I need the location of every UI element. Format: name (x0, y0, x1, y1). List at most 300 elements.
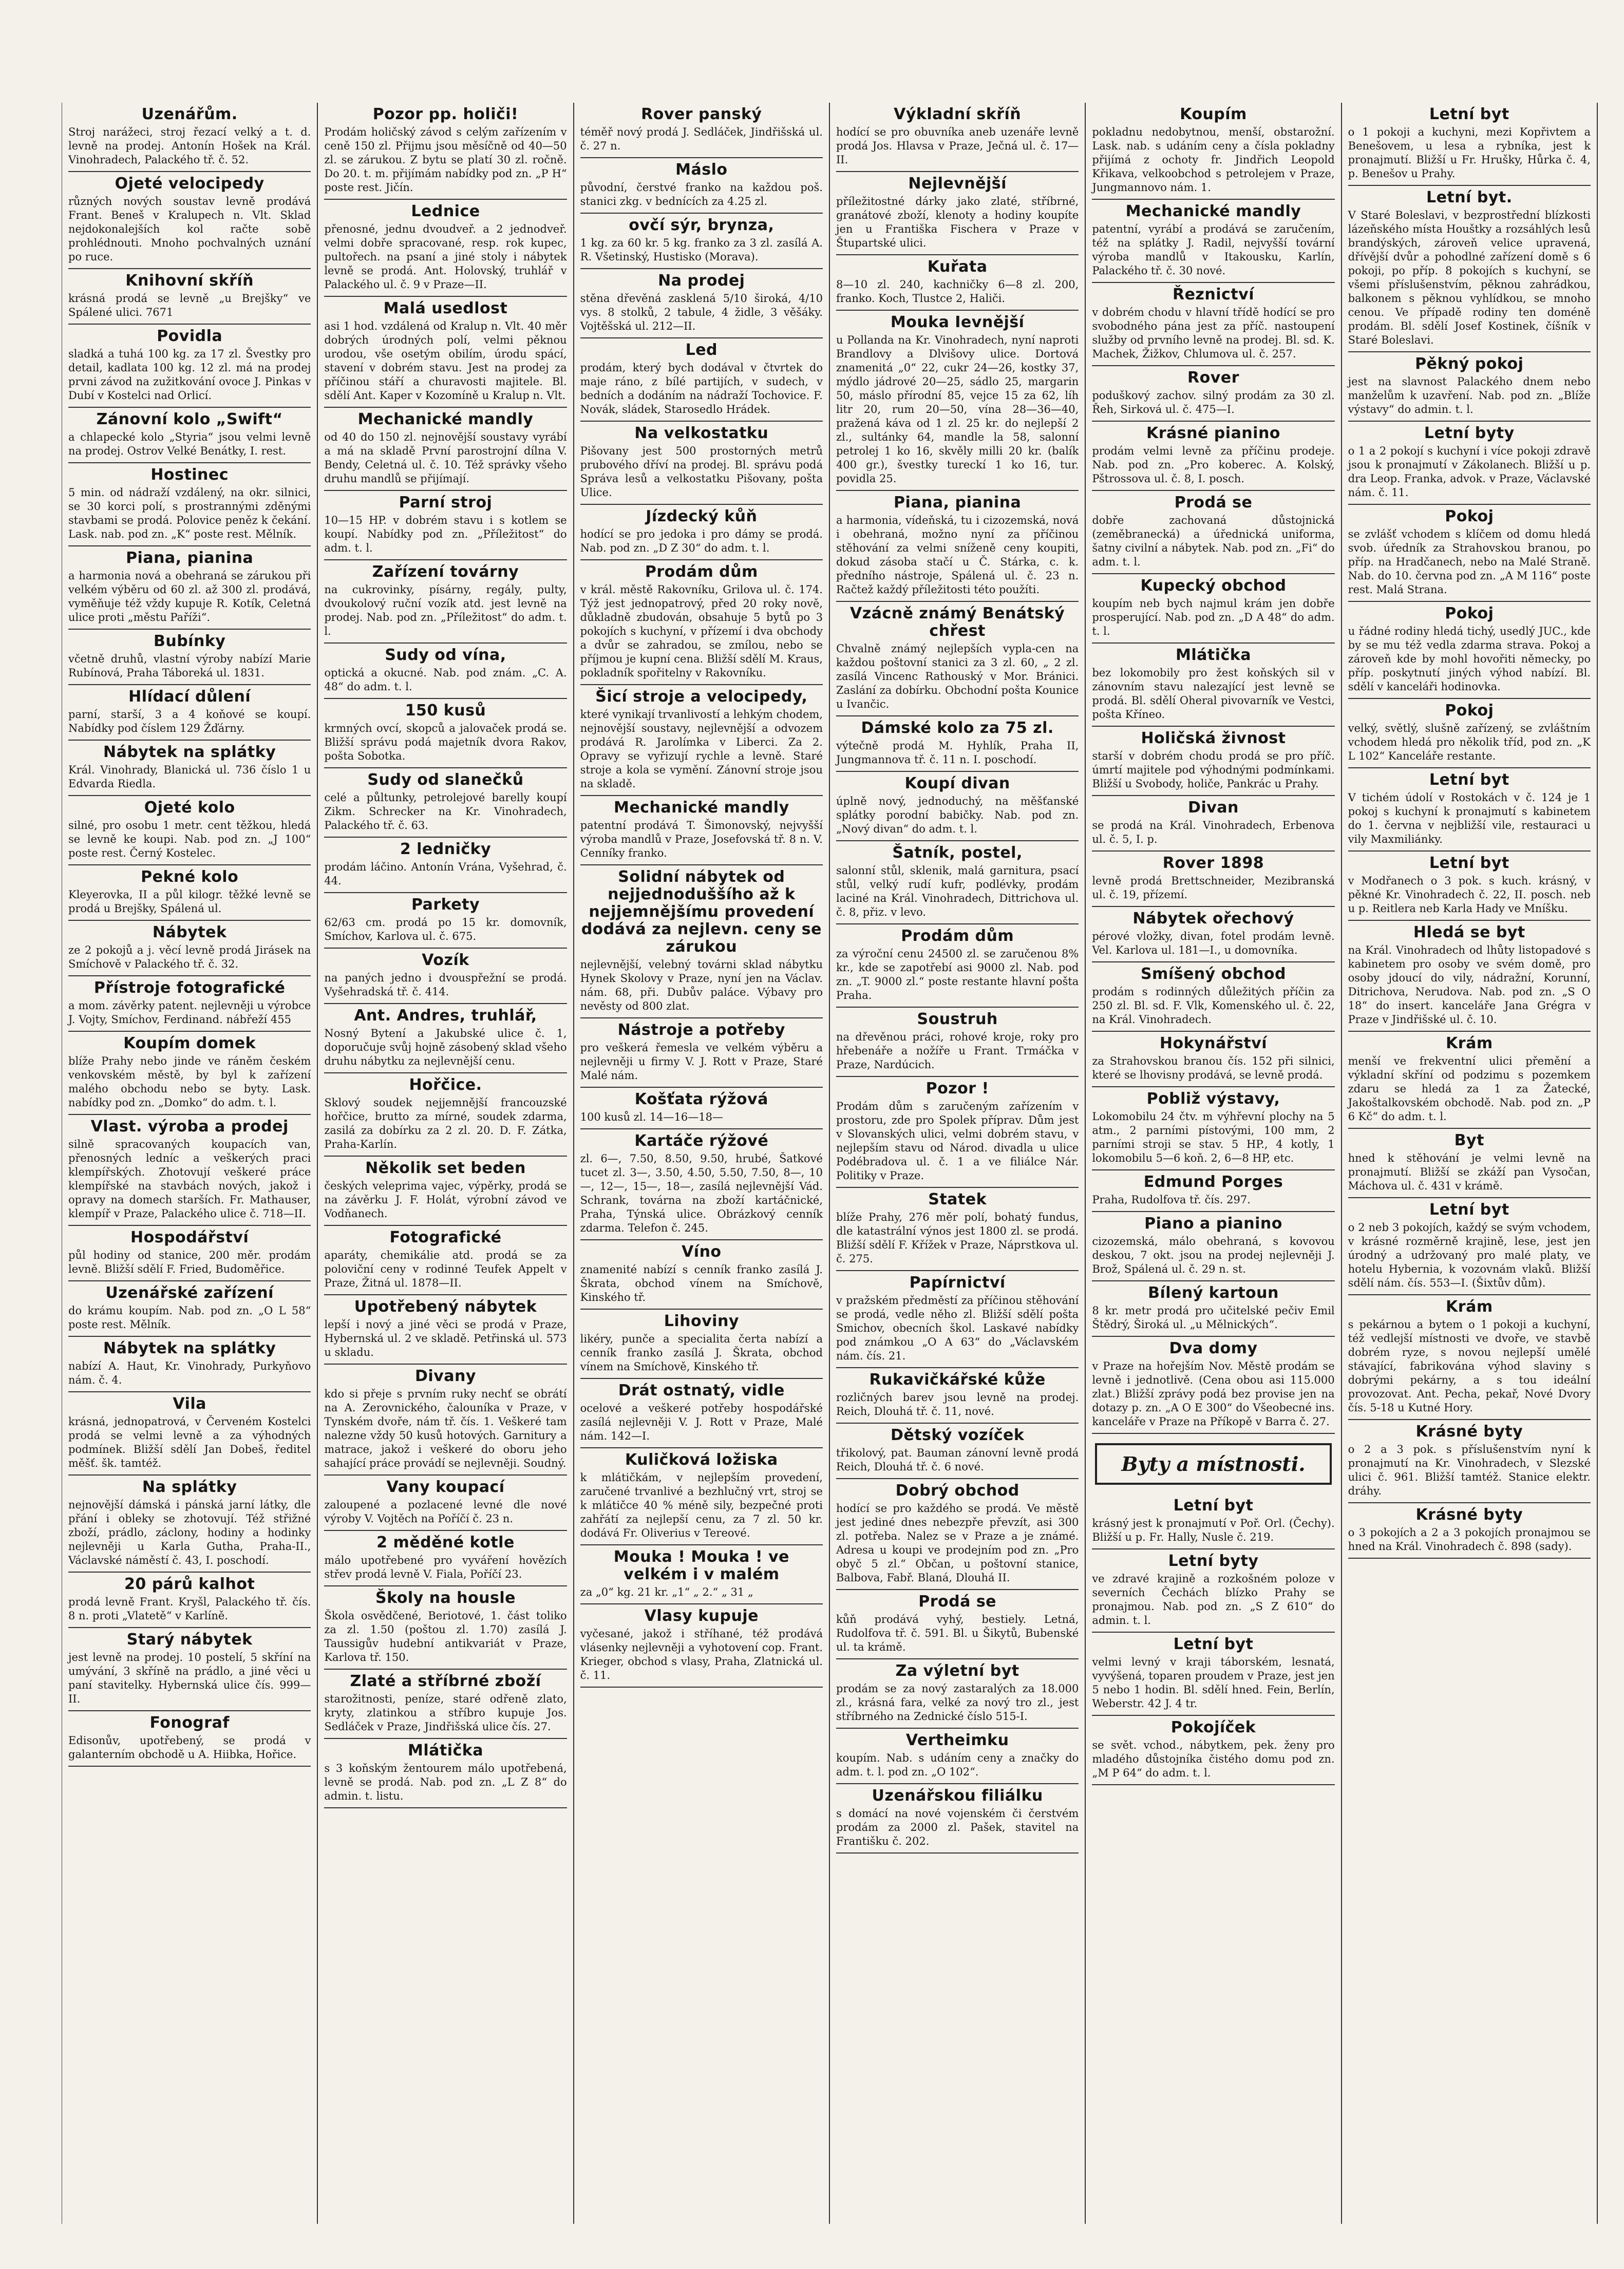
classified-ad (68, 865, 311, 921)
ad-title: Pozor ! (926, 1080, 989, 1098)
ad-title: Rover (1187, 369, 1239, 387)
ad-title: Kuličková ložiska (625, 1451, 778, 1469)
ad-title: Lednice (411, 202, 480, 220)
classified-ad (68, 741, 311, 796)
ad-title: Uzenářům. (141, 105, 238, 123)
ad-title: Šatník, postel, (892, 844, 1023, 862)
ad-text: se svět. vchod., nábytkem, pek. ženy pro mladého důstojníka čistého domu pod zn. „M P 64“ do adm. t. l. (1092, 1739, 1335, 1779)
ad-text: o 2 a 3 pok. s příslušenstvím nyní k pronajmutí na Kr. Vinohradech, v Slezské ulici č. 961. Bližší tamtéž. Stanice elektr. dráhy. (1348, 1443, 1591, 1497)
ad-title: 2 měděné kotle (376, 1534, 515, 1552)
ad-text: lepší i nový a jiné věci se prodá v Praze, Hybernská ul. 2 ve skladě. Petřinská ul. 573 u skladu. (324, 1318, 567, 1358)
classified-ad (1092, 1281, 1334, 1337)
classified-ad (1348, 1129, 1591, 1198)
ad-text: ze 2 pokojů a j. věcí levně prodá Jirásek na Smíchově v Palackého tř. č. 32. (68, 944, 311, 970)
ad-text: prodám velmi levně za příčinu prodeje. Nab. pod zn. „Pro koberec. A. Kolský, Pštrossova ul. č. 8, I. posch. (1092, 445, 1335, 485)
ad-title: Za výletní byt (895, 1662, 1019, 1680)
ad-text: aparáty, chemikálie atd. prodá se za poloviční ceny v rodinné Teufek Appelt v Praze, Žitná ul. 1878—II. (324, 1249, 567, 1289)
classified-ad (836, 1729, 1079, 1784)
ad-title: Rukavičkářské kůže (869, 1371, 1046, 1389)
ad-title: Kupecký obchod (1140, 577, 1287, 595)
ad-text: Nosný Bytení a Jakubské ulice č. 1, doporučuje svůj hojně zásobený sklad všeho druhu nábytku za nejlevnější cenu. (324, 1027, 567, 1067)
ad-title: Ant. Andres, truhlář, (354, 1007, 537, 1025)
ad-title: Mouka Ievnější (890, 313, 1025, 331)
classified-ad (1348, 422, 1591, 505)
classified-ad (1092, 366, 1334, 422)
classified-ad (836, 103, 1079, 172)
ad-title: Vlast. výroba a prodej (90, 1118, 289, 1136)
ad-text: na cukrovinky, písárny, regály, pulty, dvoukolový ruční vozík atd. jest levně na prodej. Nab. pod zn. „Příležitost“ do adm. t. l. (324, 583, 567, 637)
ad-title: Prodám dům (901, 927, 1014, 945)
ad-text: přenosné, jednu dvoudveř. a 2 jednodveř. velmi dobře spracované, resp. rok kupec, pultořech. na psaní a jiné stoly i nábytek levně se prodá. Ant. Holovský, truhlář v Palackého ul. č. 9 v Praze—II. (324, 223, 567, 291)
ad-title: Prodám dům (645, 563, 758, 581)
classified-ad (1092, 962, 1334, 1032)
classified-ad (1348, 103, 1591, 186)
ad-text: od 40 do 150 zl. nejnovější soustavy vyrábí a má na skladě První parostrojní dílna V. Bendy, Celetná ul. č. 10. Též správky všeho druhu mandlů se přijímají. (324, 431, 567, 485)
classified-ad (1348, 1198, 1591, 1295)
ad-title: Lihoviny (664, 1312, 739, 1330)
ad-title: Starý nábytek (126, 1631, 253, 1649)
ad-title: Letní byt (1429, 105, 1509, 123)
ad-title: Hospodářství (130, 1228, 249, 1246)
ad-title: Ojeté velocipedy (115, 175, 265, 193)
classified-ad (68, 630, 311, 685)
ad-title: Na splátky (142, 1478, 237, 1496)
ad-title: Sudy od slanečků (367, 771, 524, 789)
ad-text: rozličných barev jsou levně na prodej. Reich, Dlouhá tř. č. 11, nové. (836, 1391, 1079, 1417)
classified-ad (1092, 283, 1334, 366)
classified-ad (1348, 921, 1591, 1032)
classified-ad (324, 297, 566, 408)
ad-title: Vertheimku (905, 1731, 1009, 1749)
ad-text: do krámu koupím. Nab. pod zn. „O L 58“ poste rest. Mělník. (68, 1304, 311, 1331)
ad-title: Parní stroj (399, 494, 493, 512)
ad-title: Nábytek (152, 923, 227, 941)
ad-text: jest levně na prodej. 10 postelí, 5 skříní na umývání, 3 skříně na prádlo, a jiné věci u paní stavitelky. Hybernská ulice čís. 999—II. (68, 1651, 311, 1705)
classified-ad (580, 338, 823, 422)
ad-text: vyčesané, jakož i stříhané, též prodává vlásenky nejlevněji a vyhotovení cop. Frant. Krieger, obchod s vlasy, Praha, Zlatnická ul. č. 11. (580, 1628, 823, 1681)
ad-text: zl. 6—, 7.50, 8.50, 9.50, hrubé, Šatkové tucet zl. 3—, 3.50, 4.50, 5.50, 7.50, 8—, 10—, 12—, 15—, 18—, zasílá nejlevnější Vád. Schrank, továrna na zboží kartáčnické, Praha, Týnská ulice. Obrázkový cenník zdarma. Telefon č. 245. (580, 1152, 823, 1234)
ad-text: koupím. Nab. s udáním ceny a značky do adm. t. l. pod zn. „O 102“. (836, 1752, 1079, 1778)
ad-text: patentní, vyrábí a prodává se zaručením, též na splátky J. Radil, nejvyšší tovární výroba mandlů v Itakousku, Karlín, Palackého tř. č. 30 nové. (1092, 223, 1335, 277)
ad-text: V Staré Boleslavi, v bezprostřední blízkosti lázeňského místa Houštky a rozsáhlých lesů brandýských, zároveň velice upravená, dřívější dvůr a pohodlné zařízení domě s 6 pokoji, po příp. 8 pokojích s kuchyní, se všemi příslušenstvím, pěknou zahrádkou, balkonem s pěknou vyhlídkou, se mnoho cenou. Ve případě rodiny ten doméně prodám. Bl. sdělí Josef Kostinek, číšník v Staré Boleslavi. (1348, 209, 1591, 346)
ad-title: Uzenářskou filiálku (872, 1787, 1043, 1805)
ad-text: blíže Prahy, 276 měr polí, bohatý fundus, dle katastrální výnos jest 1800 zl. se prodá. Bližší sdělí F. Křížek v Praze, Náprstkova ul. č. 275. (836, 1211, 1079, 1265)
ad-title: Letní byt. (1426, 188, 1513, 206)
ad-text: o 1 a 2 pokojí s kuchyní i více pokoji zdravě jsou k pronajmutí v Zákolanech. Bližší u p. dra Leop. Franka, advok. v Praze, Václavské nám. č. 11. (1348, 445, 1591, 499)
classified-ad (1092, 422, 1334, 491)
classified-ad (324, 1226, 566, 1295)
ad-text: Sklový soudek nejjemnější francouzské hořčice, brutto za mírné, soudek zdarma, zasilá za dobírku za 2 zl. 20. D. F. Zátka, Praha-Karlín. (324, 1096, 567, 1150)
ad-text: o 3 pokojích a 2 a 3 pokojích pronajmou se hned na Král. Vinohradech č. 898 (sady). (1348, 1526, 1591, 1553)
ad-text: o 1 pokoji a kuchyni, mezi Kopřivtem a Benešovem, u lesa a rybníka, jest k pronajmutí. Bližší u Fr. Hrušky, Hůrka č. 4, p. Benešov u Prahy. (1348, 126, 1591, 180)
ad-title: Na prodej (658, 272, 745, 290)
classified-ad (68, 325, 311, 408)
classified-ad (580, 865, 823, 1018)
classified-ad (836, 1590, 1079, 1659)
ad-title: Letní byt (1429, 771, 1509, 789)
ad-text: stěna dřevěná zasklená 5/10 široká, 4/10 vys. 8 stolků, 2 tabule, 4 židle, 3 věšáky. Vojtěšská ul. 212—II. (580, 292, 823, 332)
ad-title: Letní byty (1168, 1552, 1259, 1570)
ad-text: velký, světlý, slušně zařízený, se zvláštním vchodem hledá pro několik tříd, pod zn. „K L 102“ Kanceláře restante. (1348, 722, 1591, 762)
ad-title: Pokoj (1445, 507, 1494, 525)
ad-title: Přístroje fotografické (93, 979, 286, 997)
classified-ad (580, 1240, 823, 1310)
ad-title: Mlátička (408, 1742, 483, 1760)
ad-text: Chvalně známý nejlepších vypla-cen na každou poštovní stanici za 3 zl. 60, „ 2 zl. zasílá Vincenc Rathouský v Mor. Bránici. Zaslání za dobírku. Obchodní pošta Kounice u Ivančic. (836, 642, 1079, 710)
ad-title: Bílený kartoun (1148, 1284, 1279, 1302)
classified-ad (580, 158, 823, 214)
classified-ad (836, 491, 1079, 602)
ad-text: Pišovany jest 500 prostorných metrů prubového dříví na prodej. Bl. správu podá Správa lesů a velkostatku Pišovany, pošta Ulice. (580, 445, 823, 499)
ad-title: Prodá se (1174, 494, 1253, 512)
classified-ad (1092, 727, 1334, 796)
ad-title: Soustruh (917, 1010, 998, 1028)
classified-ad (68, 463, 311, 546)
ad-title: Letní byt (1173, 1497, 1254, 1515)
ad-text: v Modřanech o 3 pok. s kuch. krásný, v pěkné Kr. Vinohradech č. 22, II. posch. neb u p. Reitlera neb Karla Hady ve Mníšku. (1348, 875, 1591, 915)
ad-text: pokladnu nedobytnou, menší, obstarožní. Lask. nab. s udáním ceny a čísla pokladny přijímá z ochoty fr. Jindřich Leopold Křikava, velkoobchod s petrolejem v Praze, Jungmannovo nám. 1. (1092, 126, 1335, 194)
classified-ad (324, 644, 566, 699)
ad-title: Solidní nábytek od nejjednoduššího až k nejjemnějšímu provedení dodává za nejlevn. ceny se zárukou (581, 868, 822, 956)
ad-title: Nástroje a potřeby (617, 1021, 785, 1039)
classified-ad (836, 1271, 1079, 1368)
ad-title: Dva domy (1169, 1339, 1258, 1357)
ad-title: Smíšený obchod (1140, 965, 1286, 983)
classified-ad (836, 255, 1079, 311)
classified-ad (68, 1392, 311, 1476)
ad-title: Kuřata (927, 258, 988, 276)
ad-text: u řádné rodiny hledá tichý, usedlý JUC., kde by se mu též vedla zdarma strava. Pokoj a zároveň kde by mohl hovořiti německy, po příp. poskytnutí jiných výhod nabízí. Bl. sdělí v kanceláři hodinovka. (1348, 625, 1591, 693)
classified-ad (68, 103, 311, 172)
classified-ad (1092, 1633, 1334, 1716)
ad-text: v král. městě Rakovníku, Grilova ul. č. 174. Týž jest jednopatrový, před 20 roky nově, důkladně zbudován, obsahuje 5 bytů po 3 pokojích s kuchyní, v přízemí i dva obchody a dvůr se zahradou, se zmílou, nebo se příjmou je kupní cena. Bližší sdělí M. Kraus, pokladník spořitelny v Rakovníku. (580, 583, 823, 679)
classified-ad (324, 200, 566, 297)
classified-ad (580, 1379, 823, 1448)
classified-ad (1348, 602, 1591, 699)
classified-ad (68, 1337, 311, 1392)
classified-ad (68, 1628, 311, 1711)
ad-text: v pražském předměstí za příčinou stěhování se prodá, vedle něho zl. Bližší sdělí pošta Smichov, obecních škol. Laskavé nabídky pod známkou „O A 63“ do „Václavském nám. čís. 21. (836, 1294, 1079, 1362)
ad-text: Edisonův, upotřebený, se prodá v galanterním obchodě u A. Hiibka, Hořice. (68, 1734, 311, 1761)
classified-ad (324, 838, 566, 893)
ad-title: Krám (1446, 1298, 1493, 1316)
ad-title: Upotřebený nábytek (354, 1298, 537, 1316)
ad-text: krásný jest k pronajmutí v Poř. Orl. (Čechy). Bližší u p. Fr. Hally, Nusle č. 219. (1092, 1517, 1335, 1543)
ad-title: Bubínky (153, 632, 226, 650)
ad-title: Kartáče rýžové (634, 1132, 769, 1150)
ad-title: Zařízení továrny (372, 563, 519, 581)
classified-ad (1348, 352, 1591, 422)
classified-ad (1092, 1087, 1334, 1170)
classified-ad (68, 1476, 311, 1573)
classified-ad (836, 311, 1079, 491)
ad-title: Mechanické mandly (357, 410, 534, 428)
ad-title: Krásné byty (1415, 1506, 1523, 1524)
ad-column-1 (62, 103, 318, 2224)
ad-title: Uzenářské zařízení (105, 1284, 274, 1302)
ad-text: téměř nový prodá J. Sedláček, Jindřišská ul. č. 27 n. (580, 126, 823, 152)
classified-ad (324, 1670, 566, 1739)
ad-column-3 (574, 103, 830, 2224)
classified-ad (1092, 644, 1334, 727)
ad-title: Edmund Porges (1143, 1173, 1283, 1191)
ad-title: 20 párů kalhot (124, 1575, 255, 1593)
classified-ad (1348, 852, 1591, 921)
classified-ad (1092, 103, 1334, 200)
classified-ad (1348, 768, 1591, 852)
section-heading: Byty a místnosti. (1095, 1443, 1331, 1485)
classified-ad (1092, 200, 1334, 283)
ad-title: Vzácně známý Benátský chřest (850, 604, 1065, 640)
ad-title: Mechanické mandly (1125, 202, 1301, 220)
ad-text: třikolový, pat. Bauman zánovní levně prodá Reich, Dlouhá tř. č. 6 nové. (836, 1447, 1079, 1473)
ad-text: prodám láčino. Antonín Vrána, Vyšehrad, č. 44. (324, 861, 567, 887)
ad-text: Stroj narážeci, stroj řezací velký a t. d. levně na prodej. Antonín Hošek na Král. Vinohradech, Palackého tř. č. 52. (68, 126, 311, 166)
ad-title: Hlídací důlení (128, 688, 251, 706)
classified-ad (324, 768, 566, 838)
classified-ad (836, 841, 1079, 924)
ad-title: Výkladní skříň (894, 105, 1022, 123)
ad-text: optická a okucné. Nab. pod znám. „C. A. 48“ do adm. t. l. (324, 667, 567, 693)
ad-title: Zánovní kolo „Swift“ (96, 410, 283, 428)
ad-title: Statek (928, 1190, 987, 1208)
ad-title: Hostinec (150, 466, 229, 484)
ad-text: českých veleprima vajec, výpěrky, prodá se na závěrku J. F. Holát, výrobní závod ve Vodňanech. (324, 1180, 567, 1220)
ad-text: pro veškerá řemesla ve velkém výběru a nejlevněji u firmy V. J. Rott v Praze, Staré Malé nám. (580, 1042, 823, 1082)
ad-title: Vlasy kupuje (644, 1607, 759, 1625)
classified-ad (580, 796, 823, 865)
ad-text: málo upotřebené pro vyváření hovězích střev prodá levně V. Fiala, Poříčí 23. (324, 1554, 567, 1580)
classified-ad (1348, 1032, 1591, 1129)
ad-text: asi 1 hod. vzdálená od Kralup n. Vlt. 40 měr dobrých úrodných polí, velmi pěknou urodou, vše osetým obilím, úrodu spácí, stavení v dobrém stavu. Jest na prodej za příčinou stáří a churavosti majitele. Bl. sdělí Ant. Kaper v Kozomíně u Kralup n. Vlt. (324, 320, 567, 402)
ad-title: Nejlevnější (908, 175, 1007, 193)
ad-text: nejlevnější, velebný továrni sklad nábytku Hynek Skolovy v Praze, nyní jen na Václav. nám. 68, při. Dubův paláce. Výbavy pro nevěsty od 800 zlat. (580, 958, 823, 1012)
ad-title: Školy na housle (375, 1589, 516, 1607)
ad-title: Šicí stroje a velocipedy, (595, 688, 808, 706)
classified-ad (324, 1476, 566, 1531)
classified-ad (324, 1531, 566, 1586)
ad-text: 10—15 HP. v dobrém stavu i s kotlem se koupí. Nabídky pod zn. „Příležitost“ do adm. t. l. (324, 514, 567, 554)
ad-title: Jízdecký kůň (646, 507, 758, 525)
ad-title: Mechanické mandly (614, 799, 789, 817)
classified-ad (580, 685, 823, 796)
ad-title: Divany (415, 1367, 476, 1385)
classified-ad (1348, 505, 1591, 602)
newspaper-page (62, 103, 1598, 2224)
ad-title: Košťata rýžová (634, 1090, 768, 1108)
classified-ad (580, 1604, 823, 1688)
ad-text: bez lokomobily pro žest koňských sil v zánovním stavu nalezající jest levně se prodá. Bl. sdělí Oheral pivovarník ve Vestci, pošta Kříneo. (1092, 667, 1335, 721)
ad-text: s domácí na nové vojenském či čerstvém prodám za 2000 zl. Pašek, stavitel na Františku č. 202. (836, 1807, 1079, 1847)
ad-text: hodící se pro obuvníka aneb uzenáře levně prodá Jos. Hlavsa v Praze, Ječná ul. č. 17—II. (836, 126, 1079, 166)
ad-text: za Strahovskou branou čís. 152 při silnici, které se lhovisny prodává, se levně prodá. (1092, 1055, 1335, 1081)
ad-title: Parkety (411, 896, 480, 914)
ad-text: menší ve frekventní ulici přemění a výkladní skříní od podzimu s pozemkem zdaru se hledá za 1 za Žatecké, Jakoštalkovském obchodě. Nab. pod zn. „P 6 Kč“ do adm. t. l. (1348, 1055, 1591, 1123)
ad-text: na dřevěnou práci, rohové kroje, roky pro hřebenáře a nožíře u Frant. Trmáčka v Praze, Nardúcich. (836, 1031, 1079, 1071)
ad-title: Na velkostatku (634, 424, 769, 442)
ad-title: Piana, pianina (126, 549, 254, 567)
ad-text: silné, pro osobu 1 metr. cent těžkou, hledá se levně ke koupi. Nab. pod zn. „J 100“ poste rest. Černý Kostelec. (68, 819, 311, 859)
ad-text: zaloupené a pozlacené levné dle nové výroby V. Vojtěch na Poříčí č. 23 n. (324, 1499, 567, 1525)
classified-ad (324, 1004, 566, 1073)
classified-ad (1092, 1549, 1334, 1633)
ad-column-4 (830, 103, 1086, 2224)
classified-ad (68, 172, 311, 269)
ad-text: 62/63 cm. prodá po 15 kr. domovník, Smíchov, Karlova ul. č. 675. (324, 916, 567, 942)
ad-text: sladká a tuhá 100 kg. za 17 zl. Švestky pro detail, kadlata 100 kg. 12 zl. má na prodej prvni závod na zužitkování ovoce J. Pinkas v Dubí v Kostelci nad Orlicí. (68, 348, 311, 402)
classified-ad (836, 924, 1079, 1008)
classified-ad (580, 1448, 823, 1545)
ad-text: parní, starší, 3 a 4 koňové se koupí. Nabídky pod číslem 129 Žďárny. (68, 708, 311, 734)
classified-ad (836, 1368, 1079, 1424)
ad-text: výtečně prodá M. Hyhlík, Praha II, Jungmannova tř. č. 11 n. I. poschodí. (836, 740, 1079, 766)
classified-ad (1348, 1295, 1591, 1420)
classified-ad (1092, 1716, 1334, 1785)
classified-ad (580, 1129, 823, 1240)
classified-ad (324, 560, 566, 644)
classified-ad (68, 685, 311, 741)
classified-ad (580, 1310, 823, 1379)
classified-ad (324, 1295, 566, 1365)
classified-ad (1348, 699, 1591, 768)
classified-ad (68, 408, 311, 463)
classified-ad (324, 1073, 566, 1157)
classified-ad (324, 1739, 566, 1808)
ad-title: Pokoj (1445, 702, 1494, 720)
classified-ad (68, 546, 311, 630)
ad-title: Hokynářství (1159, 1034, 1268, 1052)
ad-text: o 2 neb 3 pokojích, každý se svým vchodem, v krásné rozměrně krajině, lese, jest jen úrodný a udržovaný pro malé platy, ve hotelu Hybernia, k vozovnám vlaků. Bližší sdělí nám. čís. 553—I. (Šixtův dům). (1348, 1221, 1591, 1289)
classified-ad (836, 1077, 1079, 1188)
ad-title: Led (685, 341, 718, 359)
ad-text: které vynikají trvanlivostí a lehkým chodem, nejnovější soustavy, nejlevnější a odvozem prodává R. Jarolímka v Liberci. Za 2. Opravy se vyřizují rychle a levně. Staré stroje a kola se vymění. Zánovní stroje jsou na skladě. (580, 708, 823, 790)
ad-text: v Praze na hořejším Nov. Městě prodám se levně i jednotlivě. (Cena obou asi 115.000 zlat.) Bližší zprávy podá bez provise jen na dotazy p. zn. „A O E 300“ do Všeobecné ins. kanceláře v Praze na Příkopě v Barra č. 27. (1092, 1360, 1335, 1428)
classified-ad (68, 1226, 311, 1281)
ad-column-5 (1086, 103, 1342, 2224)
ad-text: v dobrém chodu v hlavní třídě hodící se pro svobodného pána jest za příč. nastoupení služby od prvního levně na prodej. Bl. sd. K. Machek, Žižkov, Chlumova ul. č. 257. (1092, 306, 1335, 360)
ad-text: Kleyerovka, II a půl kilogr. těžké levně se prodá u Brejšky, Spálená ul. (68, 888, 311, 915)
ad-text: jest na slavnost Palackého dnem nebo manželům k uzavření. Nab. pod zn. „Blíže výstavy“ do admin. t. l. (1348, 375, 1591, 415)
ad-text: 8 kr. metr prodá pro učitelské pečiv Emil Štědrý, Široká ul. „u Mělnických“. (1092, 1304, 1335, 1331)
ad-title: Zlaté a stříbrné zboží (350, 1672, 541, 1690)
ad-text: krásná prodá se levně „u Brejšky“ ve Spálené ulici. 7671 (68, 292, 311, 318)
ad-title: Malá usedlost (383, 299, 508, 317)
ad-title: Letní byty (1424, 424, 1515, 442)
ad-title: Fotografické (389, 1228, 502, 1246)
classified-ad (324, 699, 566, 768)
ad-title: Ojeté kolo (144, 799, 235, 817)
classified-ad (324, 1157, 566, 1226)
classified-ad (1092, 491, 1334, 574)
ad-text: a harmonia nová a obehraná se zárukou při velkém výběru od 60 zl. až 300 zl. prodává, vyměňuje též vždy kupuje R. Kotík, Celetná ulice proti „městu Paříži“. (68, 570, 311, 623)
ad-title: Rover 1898 (1162, 854, 1264, 872)
classified-ad (324, 1586, 566, 1670)
classified-ad (68, 796, 311, 865)
ad-text: půl hodiny od stanice, 200 měr. prodám levně. Bližší sdělí F. Fried, Budoměřice. (68, 1249, 311, 1275)
ad-text: 100 kusů zl. 14—16—18— (580, 1111, 723, 1123)
classified-ad (1092, 1337, 1334, 1434)
ad-title: Letní byt (1429, 854, 1509, 872)
ad-text: se zvlášť vchodem s klíčem od domu hledá svob. úředník za Strahovskou branou, po příp. na Hradčanech, nebo na Malé Straně. Nab. do 10. června pod zn. „A M 116“ poste rest. Malá Strana. (1348, 528, 1591, 596)
ad-title: Mlátička (1175, 646, 1251, 664)
ad-title: Dětský vozíček (890, 1426, 1025, 1444)
ad-text: původní, čerstvé franko na každou poš. stanici zkg. v bednících za 4.25 zl. (580, 181, 823, 207)
classified-ad (68, 921, 311, 976)
classified-ad (1092, 574, 1334, 644)
ad-text: prodám se za nový zastaralých za 18.000 zl., krásná fara, velké za nový tro zl., jest stříbrného na Zednické číslo 515-I. (836, 1682, 1079, 1723)
ad-title: Krám (1446, 1034, 1493, 1052)
ad-text: prodám, který bych dodával v čtvrtek do maje ráno, z bílé partijích, v sudech, v bedních a dodáním na nádraží Tochovice. F. Novák, sládek, Starosedlo Hrádek. (580, 362, 823, 415)
ad-text: salonní stůl, sklenik, malá garnitura, psací stůl, velký rudí kufr, podlévky, prodám laciné na Král. Vinohradech, Dittrichova ul. č. 8, přiz. v levo. (836, 864, 1079, 918)
ad-title: Hledá se byt (1413, 923, 1525, 941)
ad-title: Dobrý obchod (895, 1482, 1019, 1500)
ad-text: na Král. Vinohradech od lhůty listopadové s kabinetem pro osoby ve svém domě, pro osoby jdoucí do vily, nádražní, Korunní, Ditrichova, Nerudova. Nab. pod zn. „S O 18“ do insert. kanceláře Jana Grégra v Praze v Jindřišské ul. č. 10. (1348, 944, 1591, 1026)
classified-ad (1092, 1170, 1334, 1212)
ad-text: úplně nový, jednoduchý, na měšťanské splátky porodní babičky. Nab. pod zn. „Nový divan“ do adm. t. l. (836, 795, 1079, 835)
ad-text: blíže Prahy nebo jinde ve ráněm českém venkovském městě, by byl k zařízení malého obchodu nebo se byty. Lask. nabídky pod zn. „Domko“ do adm. t. l. (68, 1055, 311, 1109)
classified-ad (324, 949, 566, 1004)
ad-text: starožitnosti, peníze, staré odřeně zlato, kryty, zlatinkou a stříbro kupuje Jos. Sedláček v Praze, Jindřišská ulice čís. 27. (324, 1693, 567, 1733)
ad-text: různých nových soustav levně prodává Frant. Beneš v Kralupech n. Vlt. Sklad nejdokonalejších kol račte sobě prohlédnouti. Mnoho pochvalných uznání po ruce. (68, 195, 311, 263)
classified-ad (68, 976, 311, 1032)
classified-ad (68, 1032, 311, 1115)
classified-ad (836, 1479, 1079, 1590)
ad-text: a harmonia, vídeňská, tu i cizozemská, nová i obehraná, možno nyní za příčinou stěhování za velmi sníženě ceny koupiti, dokud zásoba stačí u Č. Stárka, c. k. předního nástroje, Spálená ul. č. 23 n. Račtež každý příležitosti této použíti. (836, 514, 1079, 596)
ad-title: Povidla (157, 327, 223, 345)
ad-text: krmných ovcí, skopců a jalovaček prodá se. Bližší správu podá majetník dvora Rakov, pošta Sobotka. (324, 722, 567, 762)
ad-text: včetně druhů, vlastní výroby nabízí Marie Rubínová, Praha Táboreká ul. 1831. (68, 653, 311, 679)
classified-ad (1092, 852, 1334, 907)
ad-title: Fonograf (149, 1714, 230, 1732)
ad-title: Mouka ! Mouka ! ve velkém i v malém (613, 1548, 789, 1583)
ad-title: Pozor pp. holiči! (372, 105, 519, 123)
classified-ad (1092, 796, 1334, 852)
classified-ad (580, 560, 823, 685)
ad-text: za výroční cenu 24500 zl. se zaručenou 8% kr., kde se zapotřebí asi 9000 zl. Nab. pod zn. „T. 9000 zl.“ poste restante hlavní pošta Praha. (836, 948, 1079, 1001)
classified-ad (836, 1784, 1079, 1854)
classified-ad (836, 172, 1079, 255)
ad-column-6 (1342, 103, 1598, 2224)
ad-text: ve zdravé krajině a rozkošném poloze v severních Čechách blízko Prahy se pronajmou. Nab. pod zn. „S Z 610“ do admin. t. l. (1092, 1573, 1335, 1627)
classified-ad (1092, 907, 1334, 962)
classified-ad (1092, 1212, 1334, 1281)
classified-ad (836, 716, 1079, 772)
ad-title: Několik set beden (365, 1159, 526, 1177)
ad-title: Byt (1454, 1131, 1484, 1149)
ad-text: 5 min. od nádraží vzdálený, na okr. silnici, se 30 korci polí, s prostrannými zděnými stavbami se prodá. Polovice peněz k čekání. Lask. nab. pod zn. „K“ poste rest. Mělník. (68, 486, 311, 540)
classified-ad (580, 505, 823, 560)
ad-title: Nábytek ořechový (1132, 910, 1294, 928)
ad-column-2 (318, 103, 574, 2224)
ad-text: Král. Vinohrady, Blanická ul. 736 číslo 1 u Edvarda Riedla. (68, 764, 311, 790)
classified-ad (324, 491, 566, 560)
classified-ad (68, 1573, 311, 1628)
ad-text: Škola osvědčené, Beriotové, 1. část toliko za zl. 1.50 (poštou zl. 1.70) zasílá J. Taussigův hudební antikvariát v Praze, Karlova tř. 150. (324, 1610, 567, 1663)
ad-title: 2 ledničky (400, 840, 492, 858)
ad-title: Dámské kolo za 75 zl. (861, 719, 1054, 737)
ad-title: Holičská živnost (1141, 729, 1286, 747)
ad-text: levně prodá Brettschneider, Mezibranská ul. č. 19, přízemí. (1092, 875, 1335, 901)
ad-title: Hořčice. (409, 1076, 482, 1094)
classified-ad (836, 1008, 1079, 1077)
classified-ad (836, 772, 1079, 841)
classified-ad (324, 408, 566, 491)
ad-title: Krásné pianino (1146, 424, 1280, 442)
ad-title: Knihovní skříň (125, 272, 254, 290)
ad-text: a mom. závěrky patent. nejlevněji u výrobce J. Vojty, Smíchov, Ferdinand. nábřeží 455 (68, 999, 311, 1026)
ad-text: kůň prodává vyhý, bestiely. Letná, Rudolfova tř. č. 591. Bl. u Šikytů, Bubenské ul. ta krámě. (836, 1613, 1079, 1653)
classified-ad (1348, 1503, 1591, 1559)
